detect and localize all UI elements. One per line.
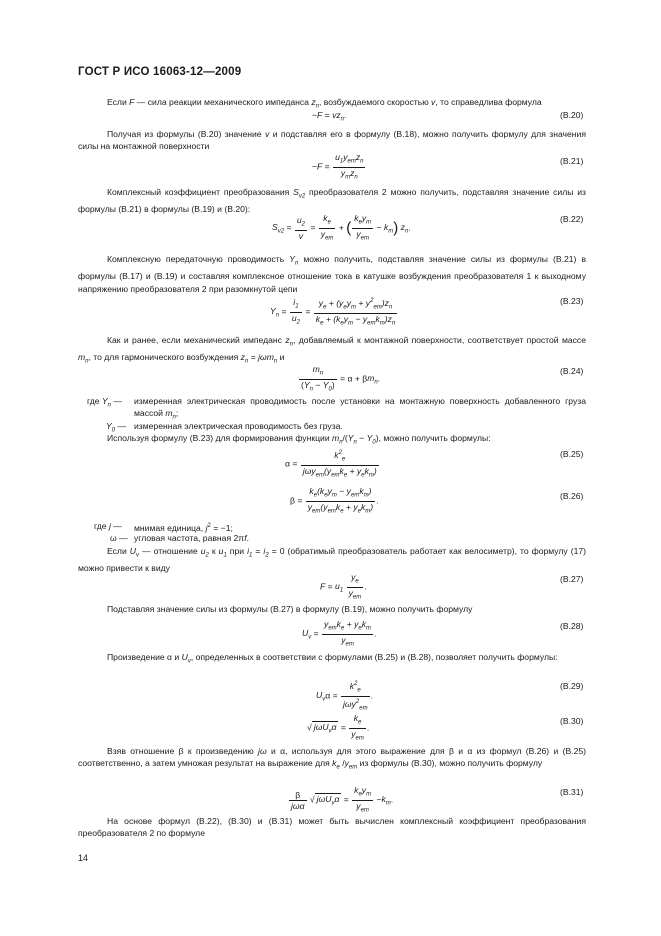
equation-b23: $Y_n$ = $\frac{i_1}{u_2}$ = $\frac{y_e + (y_ey_m + y^2_{em})z_n}{k_e + (k_ey_m - y_{em}k_m)z_n}$ [270, 296, 396, 327]
equation-number: (B.26) [560, 491, 584, 501]
equation-number: (B.23) [560, 296, 584, 306]
equation-number: (B.25) [560, 449, 584, 459]
definition-term: $Y_0$ — [106, 421, 127, 434]
equation-b28: $U_v$ = $\frac{y_{em}k_e + y_ek_m}{y_{em}}$ . [302, 619, 377, 648]
definition-text: измеренная электрическая проводимость без груза. [134, 421, 343, 431]
paragraph-11: На основе формул (B.22), (B.30) и (B.31) может быть вычислен комплексный коэффициент преобразования преобразователя 2 по формуле [78, 816, 586, 839]
paragraph-5: Как и ранее, если механический импеданс $z_n$, добавляемый к монтажной поверхности, соответствует простой массе $m_n$, то для гармонического возбуждения $z_n = j\omega m_n$ и [78, 335, 586, 365]
paragraph-4: Комплексную передаточную проводимость $Y_n$ можно получить, подставляя значение силы из формулы (B.21) в формулы (B.17) и (B.19) и составляя комплексное отношение тока в катушке возбуждения преобразователя 1 к выходному напряжению преобразователя 2 при разомкнутой цепи [78, 254, 587, 294]
equation-b27: $F = u_1$ $\frac{y_e}{y_{em}}$ . [320, 572, 367, 601]
equation-b21: −F = $\frac{u_1y_{em}z_n}{y_mz_n}$ [312, 152, 364, 181]
paragraph-7: Если $U_v$ — отношение $u_2$ к $u_1$ при $i_1 = i_2 = 0$ (обратимый преобразователь работает как велосиметр), то формулу (17) можно привести к виду [78, 546, 587, 574]
equation-b25: α = $\frac{k^2_e}{j\omega y_{em}(y_{em}k_e + y_ek_m)}$ [285, 449, 377, 479]
equation-b24: $\frac{m_n}{(Y_n - Y_0)}$ = $\alpha + \beta m_n$. [301, 364, 381, 393]
paragraph-6: Используя формулу (B.23) для формирования функции $m_n/(Y_n - Y_0)$, можно получить формулы: [107, 433, 491, 446]
equation-number: (B.27) [560, 574, 584, 584]
equation-number: (B.28) [560, 621, 584, 631]
equation-number: (B.24) [560, 366, 584, 376]
definition-term: ω — [110, 533, 128, 543]
equation-b20: $-F = vz_n$. [312, 110, 347, 123]
equation-number: (B.31) [560, 787, 584, 797]
definition-term: где j — [94, 521, 122, 531]
paragraph-8: Подставляя значение силы из формулы (B.27) в формулу (B.19), можно получить формулу [107, 604, 473, 614]
definition-term: где $Y_n$ — [87, 396, 122, 409]
definition-text: измеренная электрическая проводимость после установки на монтажную поверхность добавленного груза массой $m_n$; [134, 396, 586, 422]
page-number: 14 [78, 853, 89, 863]
paragraph-3: Комплексный коэффициент преобразования $S_{v2}$ преобразователя 2 можно получить, подставляя значение силы из формулы (B.21) в формулы (B.19) и (B.20): [78, 187, 586, 215]
equation-b29: $U_v\alpha$ = $\frac{k^2_e}{j\omega y^2_{em}}$ . [316, 680, 373, 712]
equation-number: (B.30) [560, 716, 584, 726]
definition-text: угловая частота, равная 2πf. [134, 533, 249, 543]
document-header: ГОСТ Р ИСО 16063-12—2009 [78, 66, 242, 78]
paragraph-9: Произведение α и $U_v$, определенных в соответствии с формулами (B.25) и (B.28), позволяет получить формулы: [107, 652, 558, 665]
equation-b26: β = $\frac{k_e(k_ey_m - y_{em}k_m)}{y_{em}(y_{em}k_e + y_ek_m)}$ . [290, 486, 379, 515]
equation-b30: √ jωU$_v$α = $\frac{k_e}{y_{em}}$ . [307, 713, 370, 742]
paragraph-2: Получая из формулы (B.20) значение v и подставляя его в формулу (B.18), можно получить формулу для значения силы на монтажной поверхности [78, 129, 586, 152]
equation-b31: $\frac{\beta}{\text{jωα}}$ √ jωU$_v$α = $\frac{k_ey_m}{y_{em}}$ $-k_m$. [291, 785, 394, 814]
equation-number: (B.22) [560, 214, 584, 224]
paragraph-10: Взяв отношение β к произведению jω и α, используя для этого выражение для β и α из формул (B.26) и (B.25) соответственно, а затем умножая результат на выражение для $k_e$ $/y_{em}$ из формулы (B.30), можно получить формулу [78, 746, 586, 772]
equation-number: (B.20) [560, 110, 584, 120]
paragraph-1: Если F — сила реакции механического импеданса $z_n$, возбуждаемого скоростью v, то справедлива формула [107, 97, 542, 110]
equation-number: (B.29) [560, 681, 584, 691]
equation-b22: $S_{v2}$ = $\frac{u_2}{v}$ = $\frac{k_e}{y_{em}}$ + ( $\frac{k_ey_m}{y_{em}}$ − $k_m$) $z_n$. [272, 213, 411, 242]
definition-text: мнимая единица, $j^2 = -1$; [134, 522, 233, 533]
equation-number: (B.21) [560, 156, 584, 166]
